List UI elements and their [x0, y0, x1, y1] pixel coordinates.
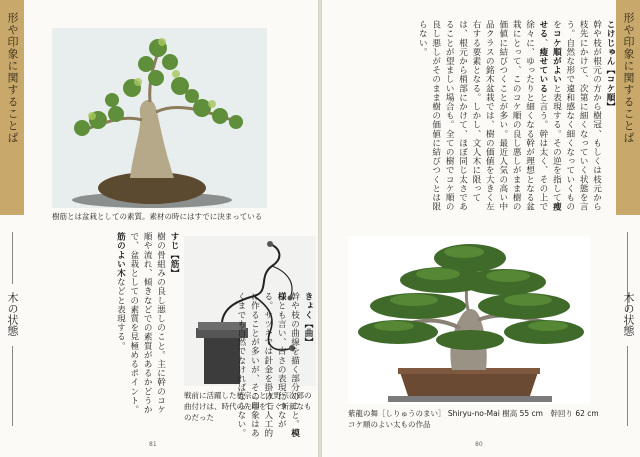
bottom-photo-caption-title: 紫龍の舞［しりゅうのまい］ [348, 409, 446, 418]
entry-suji-body: 樹の骨組みの良し悪しのこと。主に幹のコケ順や流れ、傾きなどでの素質があるかどうかで、盆栽としての素質を見極めるポイント。 [128, 232, 166, 414]
top-photo-caption: 樹筋とは盆栽としての素質。素材の時にはすでに決まっている [52, 212, 263, 221]
right-page [322, 0, 640, 457]
entry-suji [46, 232, 180, 417]
right-section-label: 木の状態 [622, 292, 635, 336]
bottom-photo-caption-romaji: Shiryu-no-Mai [447, 409, 500, 418]
right-side-tab-text: 形や印象に関することば [622, 12, 635, 144]
entry-kokejun-body3: 、 [537, 38, 548, 48]
entry-suji-head: すじ【筋】 [169, 232, 179, 278]
entry-suji-tail: などと表現する。 [115, 277, 126, 351]
entry-kokejun-em1: コケ順がよい [551, 29, 562, 84]
entry-kokejun [352, 20, 616, 220]
left-side-rule-top [12, 232, 13, 284]
mid-photo-caption: 戦前に活躍した植宗こと友野宗次郎の曲付けは、時代の先端を行く斬新なものだった [184, 391, 312, 422]
left-side-rule-bottom [12, 346, 13, 426]
entry-cont-body: まま樹の価値に結びつくことが多い。最近人気の高い中品クラスの銘木盆栽では、樹の価値を大きく左右する要素となる。しかし、文人木に限っては、根元から梢部にかけて、ほぼ同じ太さであることが望ましい場合も。全ての樹でコケ順の良し悪しがそのまま樹の価値に結びつくとは限らない。 [417, 20, 522, 212]
entry-kyoku-body: 幹や枝の曲線を描く部分のこと。 [289, 292, 300, 429]
entry-kokejun-em2: 瘦せる [537, 20, 562, 212]
entry-suji-em: 筋のよい木 [115, 232, 126, 278]
page-number-left: 81 [149, 441, 157, 448]
left-side-tab [0, 0, 24, 215]
bottom-photo-caption-line1 [348, 408, 608, 419]
entry-kokejun-body4: と言う。幹は太く、その上で徐々に、ゆったりと細くなる幹が理想となる盆栽にとって、このコケ順の良し悪しが [511, 20, 548, 212]
left-side-tab-text: 形や印象に関することば [6, 12, 19, 144]
left-section-label: 木の状態 [6, 292, 19, 336]
entry-kokejun-em3: 瘦せている [537, 47, 548, 93]
bottom-photo-caption-size: 樹高 55 cm 幹回り 62 cm [502, 409, 599, 418]
entry-kyoku [232, 292, 314, 440]
bonsai-photo-bottom [348, 236, 590, 404]
entry-kokejun-body: 幹や枝が根元の方から樹冠、もしくは枝元から枝先にかけて、次第に細くなっていく状態を言う。自然な形で違和感なく細くなっていくものを [551, 20, 602, 212]
right-side-rule-bottom [627, 346, 628, 426]
right-side-tab [616, 0, 640, 215]
bottom-photo-caption-note: コケ順のよい太もの作品 [348, 420, 431, 429]
entry-kyoku-em: 模様 [276, 292, 300, 438]
entry-kyoku-head: きょく【曲】 [303, 292, 313, 347]
entry-kokejun-body2: と表現する。その逆を指して [551, 83, 562, 203]
bonsai-photo-top [52, 28, 267, 208]
entry-kyoku-body2: とも言い、古さの表現につながる。サツキでは針金を掛けて人工的に作ることが多いが、その印象はあくまでも自然でなければならない。 [235, 292, 287, 438]
entry-kokejun-head: こけじゅん【コケ順】 [605, 20, 615, 111]
page-number-right: 80 [475, 441, 483, 448]
